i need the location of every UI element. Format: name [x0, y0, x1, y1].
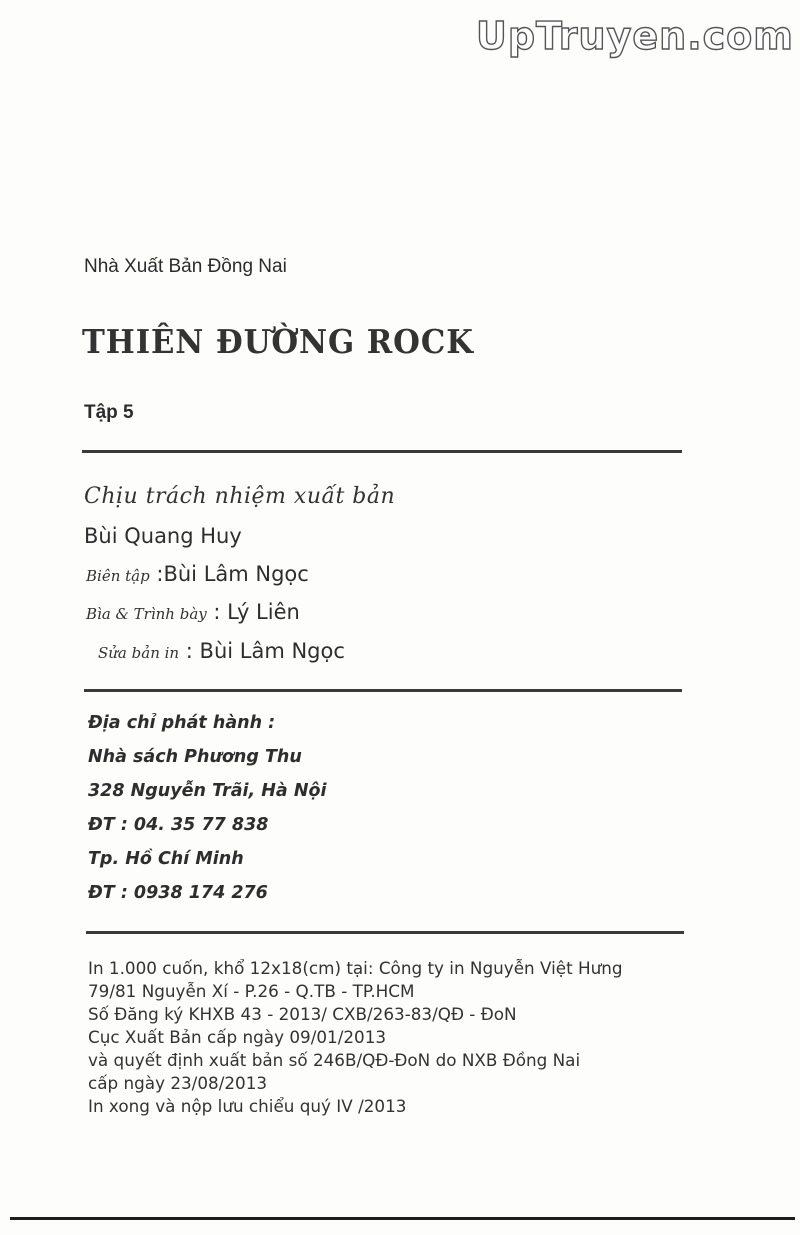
editor-name: Bùi Lâm Ngọc	[163, 562, 309, 586]
publisher-name: Nhà Xuất Bản Đồng Nai	[84, 256, 287, 277]
proof-name: Bùi Lâm Ngọc	[199, 639, 345, 663]
print-line: Số Đăng ký KHXB 43 - 2013/ CXB/263-83/QĐ - ĐoN	[88, 1004, 517, 1024]
responsible-label: Chịu trách nhiệm xuất bản	[84, 484, 396, 509]
divider-rule	[84, 689, 682, 692]
print-line: In 1.000 cuốn, khổ 12x18(cm) tại: Công ty in Nguyễn Việt Hưng	[88, 958, 623, 978]
proof-label: Sửa bản in	[98, 644, 180, 662]
print-line: cấp ngày 23/08/2013	[88, 1073, 268, 1093]
layout-sep: :	[206, 600, 228, 624]
divider-rule	[86, 931, 684, 934]
divider-rule	[82, 450, 682, 453]
print-line: In xong và nộp lưu chiểu quý IV /2013	[88, 1096, 407, 1116]
layout-credit	[86, 600, 300, 624]
layout-label: Bìa & Trình bày	[86, 605, 207, 623]
distribution-line: ĐT : 04. 35 77 838	[88, 815, 269, 835]
distribution-heading: Địa chỉ phát hành :	[88, 713, 276, 733]
editor-credit	[86, 562, 309, 586]
editor-sep: :	[149, 562, 164, 586]
bottom-rule	[10, 1217, 795, 1220]
responsible-name: Bùi Quang Huy	[84, 524, 242, 548]
proof-credit	[98, 639, 345, 663]
editor-label: Biên tập	[86, 567, 150, 585]
distribution-line: ĐT : 0938 174 276	[88, 883, 268, 903]
layout-name: Lý Liên	[227, 600, 300, 624]
distribution-line: 328 Nguyễn Trãi, Hà Nội	[88, 781, 327, 801]
distribution-line: Tp. Hồ Chí Minh	[88, 849, 244, 869]
proof-sep: :	[179, 639, 200, 663]
book-title: THIÊN ĐƯỜNG ROCK	[82, 322, 474, 361]
print-line: 79/81 Nguyễn Xí - P.26 - Q.TB - TP.HCM	[88, 981, 415, 1001]
watermark-logo: UpTruyen.com	[476, 14, 794, 58]
distribution-line: Nhà sách Phương Thu	[88, 747, 302, 767]
volume-number: Tập 5	[84, 402, 134, 423]
print-line: và quyết định xuất bản số 246B/QĐ-ĐoN do NXB Đồng Nai	[88, 1050, 581, 1070]
print-line: Cục Xuất Bản cấp ngày 09/01/2013	[88, 1027, 387, 1047]
